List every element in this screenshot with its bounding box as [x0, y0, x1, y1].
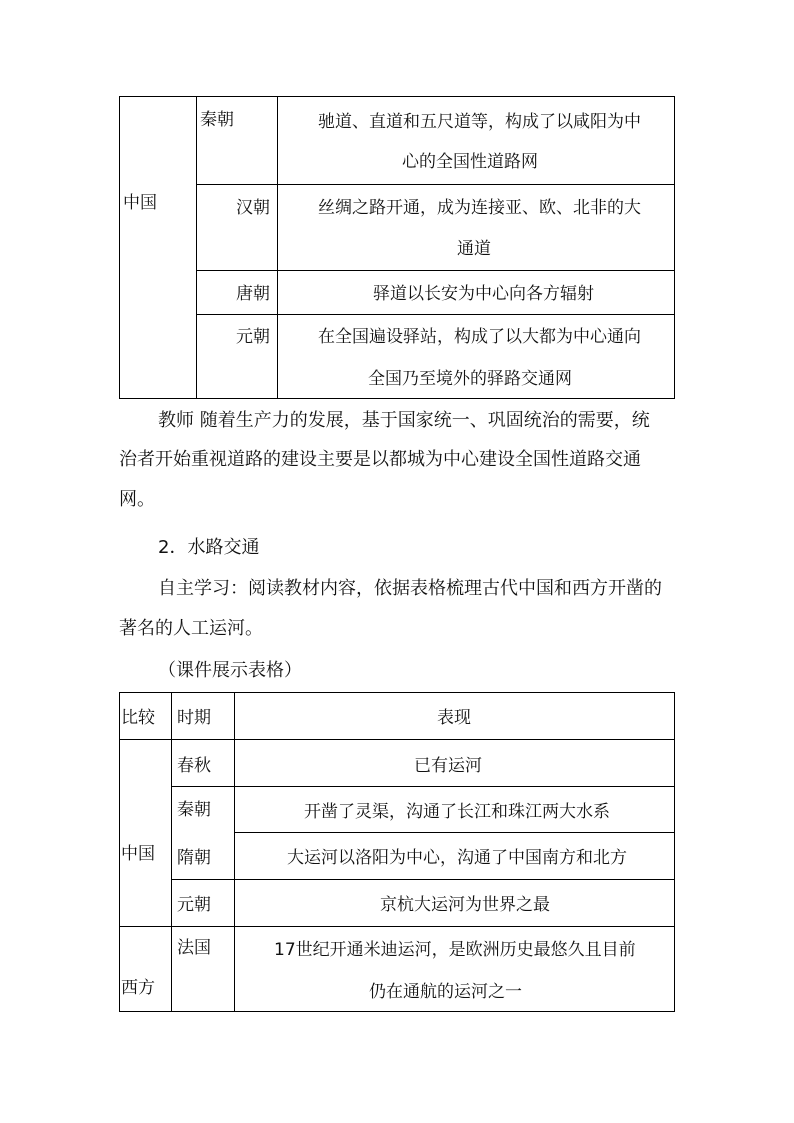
- paragraph-line: 著名的人工运河。: [119, 618, 263, 639]
- description-text: 驰道、直道和五尺道等，构成了以咸阳为中: [318, 112, 641, 132]
- period-label: 汉朝: [236, 198, 270, 218]
- table-border: [119, 692, 674, 693]
- country-label: 中国: [121, 844, 155, 864]
- section-heading: 2．水路交通: [158, 537, 260, 558]
- table-border: [119, 398, 674, 399]
- table-border: [171, 879, 674, 880]
- period-label: 法国: [177, 938, 211, 958]
- table-border: [171, 692, 172, 1012]
- description-text: 仍在通航的运河之一: [369, 982, 522, 1002]
- column-header: 比较: [121, 708, 155, 728]
- table-border: [674, 96, 675, 399]
- table-border: [171, 786, 674, 787]
- table-border: [119, 926, 674, 927]
- description-text: 京杭大运河为世界之最: [380, 895, 550, 915]
- period-label: 元朝: [177, 895, 211, 915]
- table-border: [196, 270, 674, 271]
- country-label: 西方: [121, 978, 155, 998]
- period-label: 春秋: [177, 756, 211, 776]
- column-header: 表现: [437, 708, 471, 728]
- paragraph-line: 治者开始重视道路的建设主要是以都城为中心建设全国性道路交通: [119, 449, 641, 470]
- table-border: [234, 832, 674, 833]
- description-text: 丝绸之路开通，成为连接亚、欧、北非的大: [318, 198, 641, 218]
- period-label: 秦朝: [177, 800, 211, 820]
- country-label: 中国: [123, 193, 157, 213]
- table-border: [119, 692, 120, 1012]
- description-text: 已有运河: [414, 756, 482, 776]
- table-border: [119, 1011, 674, 1012]
- table-border: [119, 96, 120, 399]
- paragraph-line: 网。: [119, 489, 155, 510]
- table-border: [196, 184, 674, 185]
- description-text: 驿道以长安为中心向各方辐射: [373, 284, 594, 304]
- description-text: 通道: [457, 239, 491, 259]
- period-label: 唐朝: [236, 284, 270, 304]
- description-text: 全国乃至境外的驿路交通网: [368, 369, 572, 389]
- column-header: 时期: [177, 708, 211, 728]
- courseware-note: （课件展示表格）: [158, 660, 302, 681]
- period-label: 秦朝: [200, 110, 234, 130]
- table-border: [196, 96, 197, 399]
- table-border: [119, 96, 674, 97]
- description-text: 心的全国性道路网: [402, 152, 538, 172]
- table-border: [674, 692, 675, 1012]
- paragraph-line: 教师 随着生产力的发展，基于国家统一、巩固统治的需要，统: [158, 410, 650, 431]
- table-border: [277, 96, 278, 399]
- description-text: 在全国遍设驿站，构成了以大都为中心通向: [318, 327, 641, 347]
- description-text: 开凿了灵渠，沟通了长江和珠江两大水系: [304, 802, 610, 822]
- description-text: 大运河以洛阳为中心，沟通了中国南方和北方: [287, 848, 627, 868]
- table-border: [196, 314, 674, 315]
- description-text: 17世纪开通米迪运河，是欧洲历史最悠久且目前: [274, 940, 636, 960]
- period-label: 隋朝: [177, 848, 211, 868]
- table-border: [234, 692, 235, 1012]
- paragraph-line: 自主学习：阅读教材内容，依据表格梳理古代中国和西方开凿的: [158, 578, 662, 599]
- period-label: 元朝: [236, 327, 270, 347]
- table-border: [119, 739, 674, 740]
